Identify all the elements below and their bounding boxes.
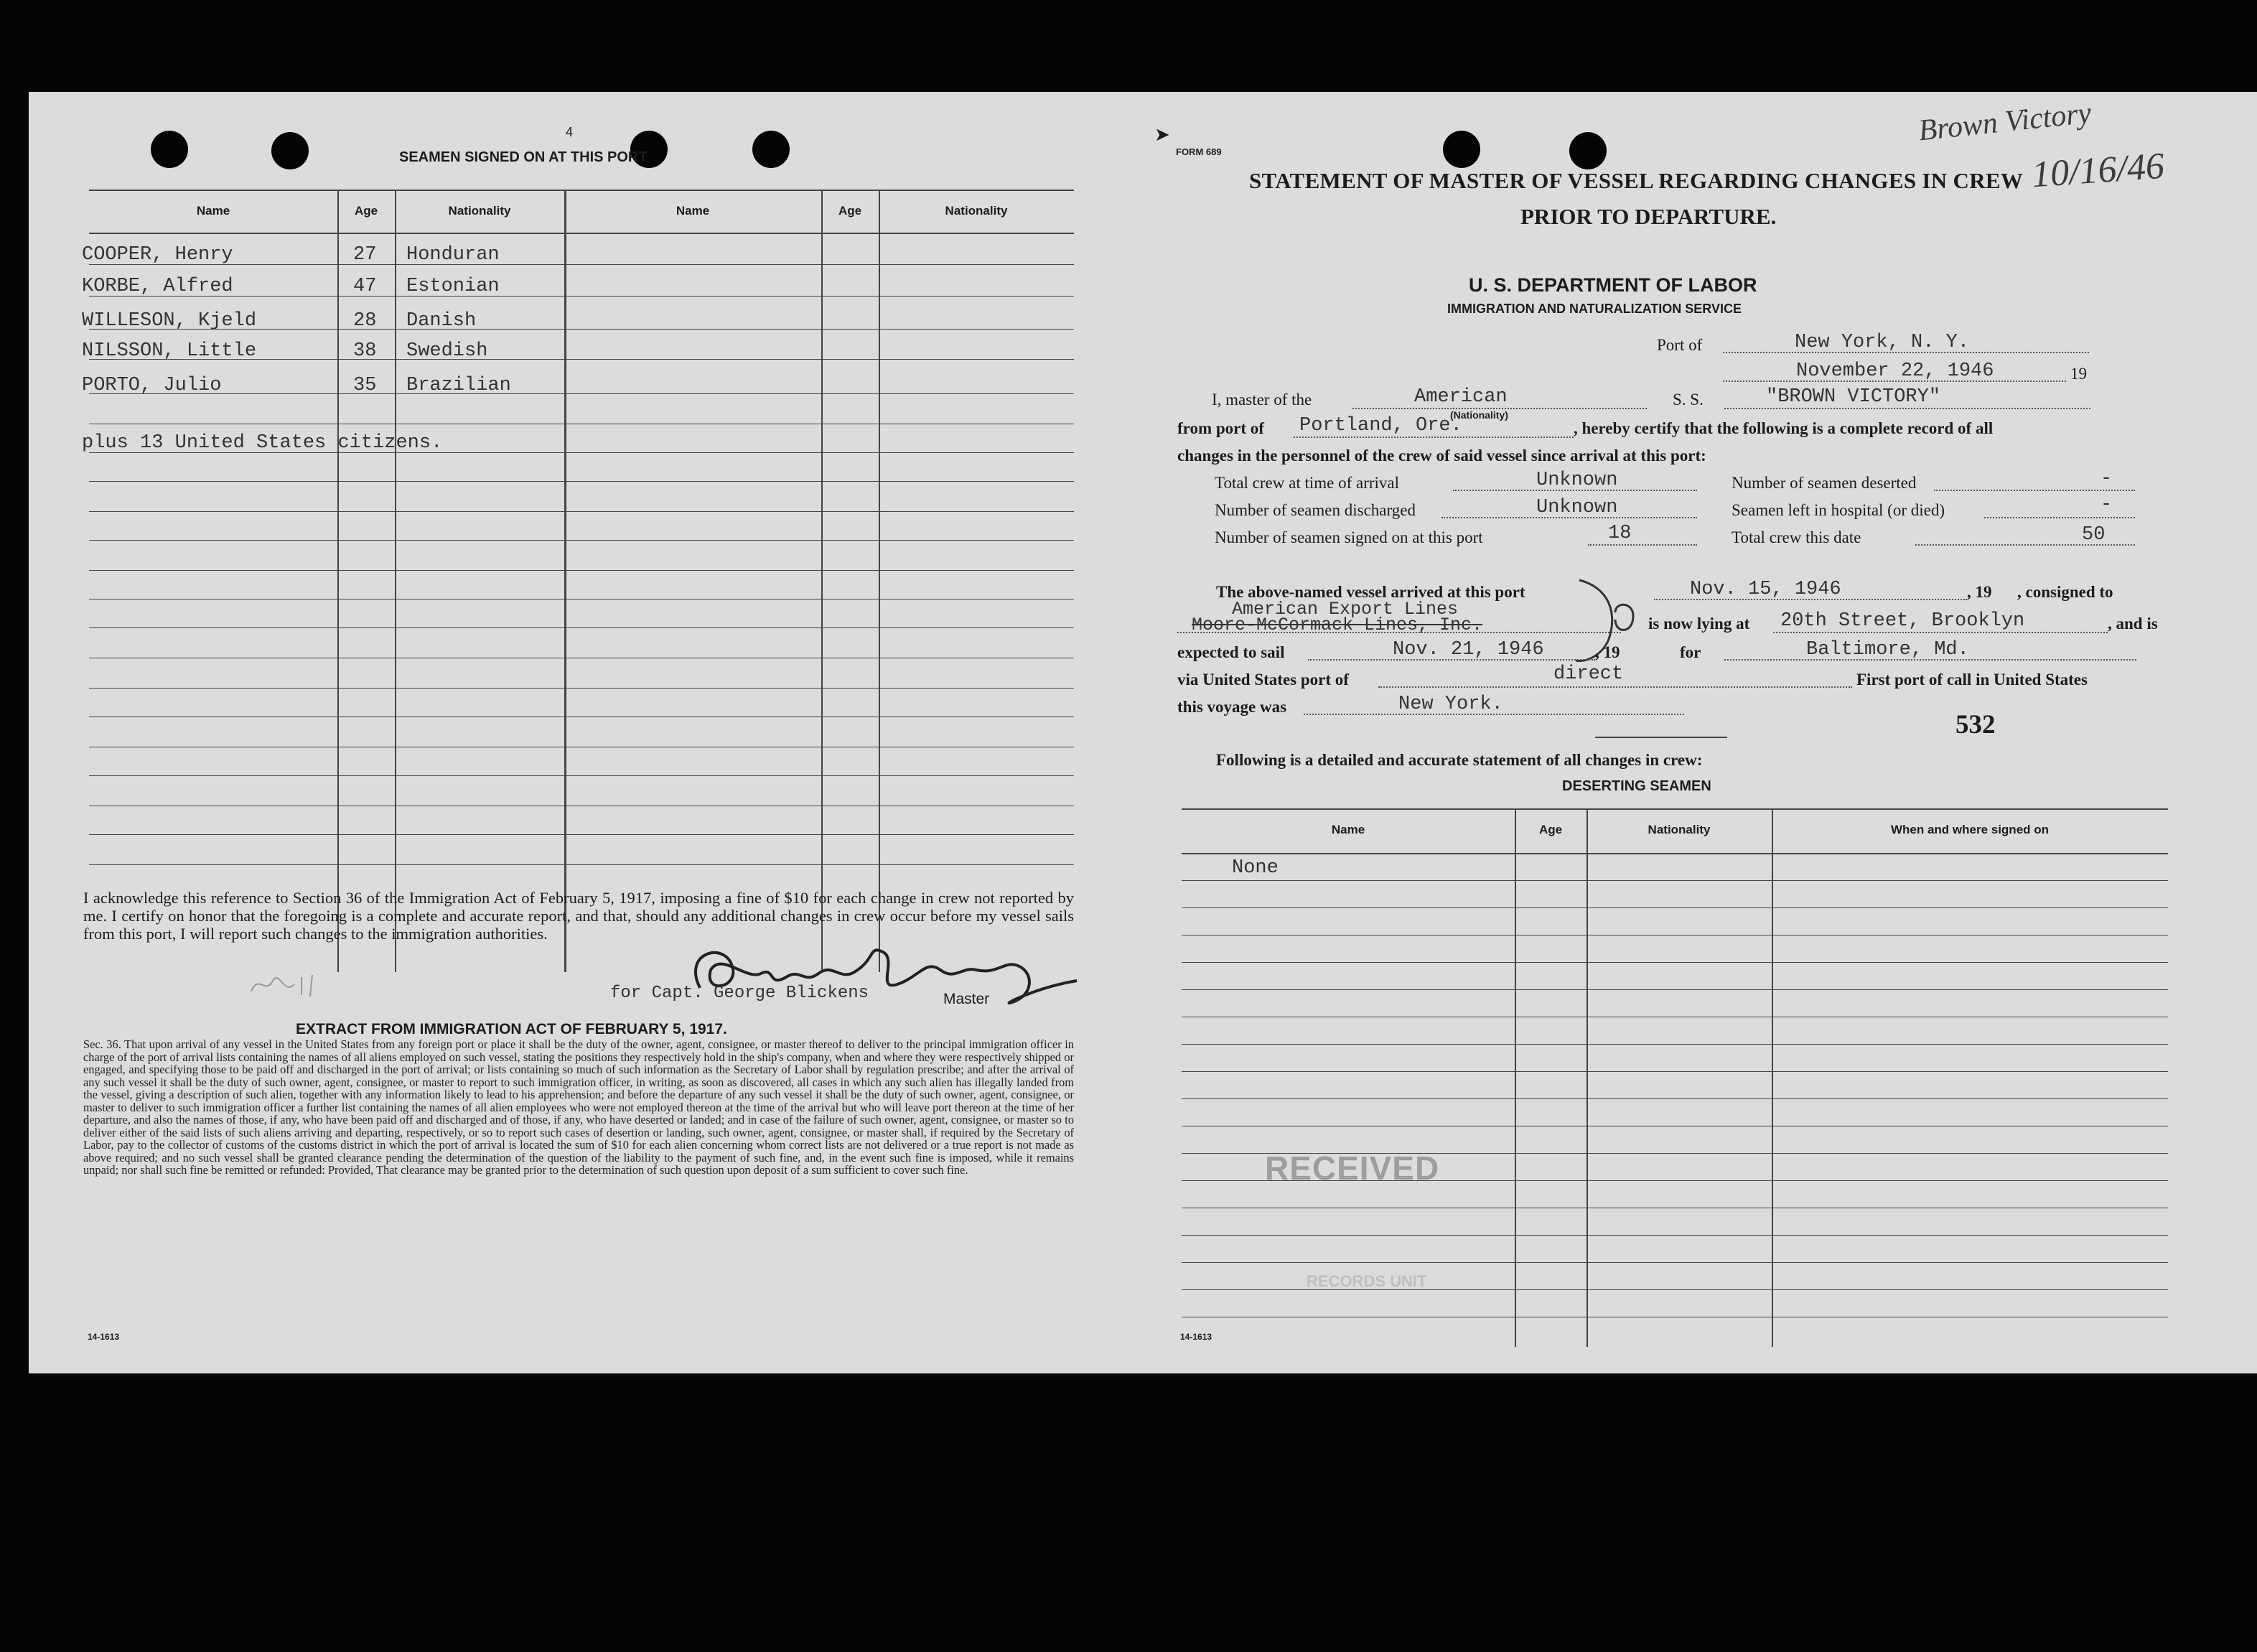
hospital-label: Seamen left in hospital (or died)	[1732, 501, 1945, 519]
table-column-divider	[879, 190, 880, 972]
table-row-line	[89, 570, 1074, 571]
master-signature	[660, 938, 1106, 1017]
table-top-border	[89, 190, 1074, 191]
from-port-line	[1294, 437, 1574, 438]
column-header-age: Age	[838, 204, 862, 218]
for-value: Baltimore, Md.	[1806, 639, 1969, 661]
deserting-header-name: Name	[1331, 823, 1365, 836]
hospital-line	[1984, 517, 2135, 518]
table-row-line	[89, 296, 1074, 297]
via-line	[1378, 686, 1852, 688]
ss-label: S. S.	[1673, 391, 1704, 409]
expected-value: Nov. 21, 1946	[1393, 639, 1544, 661]
table-row-line	[89, 688, 1074, 689]
deserting-column-divider	[1772, 808, 1773, 1347]
lying-value: 20th Street, Brooklyn	[1780, 610, 2025, 632]
table-row-line	[89, 834, 1074, 835]
seaman-name: KORBE, Alfred	[82, 276, 233, 297]
hospital-value: -	[2101, 494, 2113, 515]
total-crew-arrival-value: Unknown	[1536, 470, 1618, 491]
deserted-value: -	[2101, 468, 2113, 490]
master-label: I, master of the	[1212, 391, 1312, 409]
punch-hole	[752, 131, 790, 168]
port-label: Port of	[1657, 336, 1703, 354]
deserting-row-line	[1182, 1071, 2168, 1072]
table-column-divider	[337, 190, 339, 972]
deserting-column-divider	[1587, 808, 1588, 1347]
number-underline	[1595, 737, 1727, 738]
table-row-line	[89, 481, 1074, 482]
seaman-age: 35	[353, 375, 377, 396]
signed-on-value: 18	[1608, 523, 1632, 544]
form-code-right: 14-1613	[1180, 1332, 1212, 1342]
initials-mark	[244, 966, 330, 1002]
certify-text: , hereby certify that the following is a complete record of all	[1574, 419, 1994, 437]
signature-for-text: for Capt. George Blickens	[610, 984, 869, 1003]
expected-label: expected to sail	[1177, 643, 1285, 661]
nationality-caption: (Nationality)	[1450, 409, 1508, 421]
deserting-row-line	[1182, 1262, 2168, 1263]
column-header-name: Name	[676, 204, 710, 218]
total-crew-date-value: 50	[2082, 524, 2106, 546]
column-header-nationality: Nationality	[448, 204, 511, 218]
page-number: 4	[566, 125, 574, 139]
seaman-nationality: Honduran	[406, 244, 500, 266]
deserting-row-line	[1182, 962, 2168, 963]
service-name: IMMIGRATION AND NATURALIZATION SERVICE	[1447, 302, 1742, 316]
seaman-name: COOPER, Henry	[82, 244, 233, 266]
handwritten-vessel-note: Brown Victory	[1917, 96, 2093, 148]
from-port-label: from port of	[1177, 419, 1264, 437]
and-is-text: , and is	[2108, 615, 2158, 633]
table-row-line	[89, 775, 1074, 776]
column-header-age: Age	[354, 204, 378, 218]
seaman-age: 38	[353, 340, 377, 362]
deserting-row-line	[1182, 1044, 2168, 1045]
acknowledgement-text: I acknowledge this reference to Section 36 of the Immigration Act of February 5, 1917, imposing a fine of $10 for each change in crew not reported by me. I certify on honor that the foregoing is a complete and accurate report, and that, should any additional changes in crew occur before my vessel sails from this port, I will report such changes to the immigration authorities.	[83, 889, 1074, 943]
voyage-value: New York.	[1398, 694, 1503, 715]
punch-hole	[1443, 131, 1480, 168]
signed-on-label: Number of seamen signed on at this port	[1215, 528, 1483, 546]
received-stamp: RECEIVED	[1265, 1149, 1440, 1187]
deserting-table-top	[1182, 808, 2168, 810]
deserting-header-divider	[1182, 853, 2168, 854]
nationality-value: American	[1414, 386, 1508, 408]
vessel-line	[1724, 408, 2090, 409]
column-header-nationality: Nationality	[945, 204, 1008, 218]
for-label: for	[1680, 643, 1701, 661]
document-number: 532	[1955, 710, 1996, 739]
deserting-entry: None	[1232, 857, 1279, 879]
form-code-left: 14-1613	[88, 1332, 120, 1342]
seaman-age: 27	[353, 244, 377, 266]
table-row-line	[89, 264, 1074, 265]
arrived-label: The above-named vessel arrived at this port	[1216, 583, 1525, 601]
deserting-title: DESERTING SEAMEN	[1562, 778, 1711, 794]
table-column-divider	[395, 190, 396, 972]
punch-hole	[151, 131, 188, 168]
form-title-line1: STATEMENT OF MASTER OF VESSEL REGARDING CHANGES IN CREW	[1249, 168, 2024, 193]
seaman-nationality: Estonian	[406, 276, 500, 297]
lying-label: is now lying at	[1648, 615, 1750, 633]
form-mark: ➤	[1154, 123, 1170, 145]
seaman-name: WILLESON, Kjeld	[82, 310, 257, 332]
discharged-label: Number of seamen discharged	[1215, 501, 1416, 519]
date-suffix: 19	[2070, 365, 2087, 383]
table-row-line	[89, 540, 1074, 541]
from-port-value: Portland, Ore.	[1299, 415, 1462, 437]
deserting-header-age: Age	[1538, 823, 1563, 836]
handwritten-date-note: 10/16/46	[2030, 145, 2166, 196]
seaman-age: 47	[353, 276, 377, 297]
document-sheet	[29, 92, 2257, 1373]
deserting-column-divider	[1515, 808, 1516, 1347]
seaman-nationality: Danish	[406, 310, 477, 332]
arrived-suffix: , 19	[1967, 583, 1992, 601]
table-row-line	[89, 511, 1074, 512]
lying-line	[1773, 632, 2108, 633]
table-column-divider	[821, 190, 823, 972]
deserting-row-line	[1182, 989, 2168, 990]
seaman-nationality: Brazilian	[406, 375, 511, 396]
department-name: U. S. DEPARTMENT OF LABOR	[1469, 274, 1757, 296]
deserted-label: Number of seamen deserted	[1732, 474, 1917, 492]
column-header-name: Name	[196, 204, 230, 218]
signed-on-line	[1588, 544, 1697, 546]
header-divider	[89, 233, 1074, 234]
table-row-line	[89, 864, 1074, 865]
deserting-row-line	[1182, 880, 2168, 881]
consignee-new: American Export Lines	[1232, 599, 1459, 620]
table-center-divider	[564, 190, 566, 972]
deserted-line	[1934, 490, 2135, 491]
deserting-header-signed-on: When and where signed on	[1890, 823, 2050, 836]
total-crew-arrival-label: Total crew at time of arrival	[1215, 474, 1400, 492]
total-crew-date-label: Total crew this date	[1732, 528, 1861, 546]
table-row-line	[89, 627, 1074, 628]
plus-citizens-note: plus 13 United States citizens.	[82, 432, 443, 454]
table-row-line	[89, 393, 1074, 394]
extract-text: Sec. 36. That upon arrival of any vessel in the United States from any foreign port or place it shall be the duty of the owner, agent, consignee, or master thereof to deliver to the principal immigration officer in charge of the port of arrival lists containing the names of all aliens employed on such vessel, stating the positions they respectively hold in the ship's company, when and where they were respectively shipped or engaged, and specifying those to be paid off and discharged in the port of arrival; or lists containing so much of such information as the Secretary of Labor shall by regulation prescribe; and after the arrival of any such vessel it shall be the duty of such owner, agent, consignee, or master to report to such immigration officer, in writing, as soon as discovered, all cases in which any such alien has illegally landed from the vessel, giving a description of such alien, together with any information likely to lead to his apprehension; and before the departure of any such vessel it shall be the duty of such owner, agent, consignee, or master to deliver to such immigration officer a further list containing the names of all alien employees who were not employed thereon at the time of the arrival but who will leave port thereon at the time of her departure, and also the names of those, if any, who have been paid off and discharged and of those, if any, who have deserted or landed; and in case of the failure of such owner, agent, consignee, or master so to deliver either of the said lists of such aliens arriving and departing, respectively, or so to report such cases of desertion or landing, such owner, agent, consignee, or master shall, if required by the Secretary of Labor, pay to the collector of customs of the customs district in which the port of arrival is located the sum of $10 for each alien concerning whom correct lists are not delivered or a true report is not made as above required; and no such vessel shall be granted clearance pending the determination of the question of the liability to the payment of such fine, and, in the event such fine is imposed, while it remains unpaid; nor shall such fine be remitted or refunded: Provided, That clearance may be granted prior to the determination of such question upon deposit of a sum sufficient to cover such fine.	[83, 1037, 1074, 1177]
via-label: via United States port of	[1177, 671, 1349, 689]
deserting-row-line	[1182, 907, 2168, 908]
following-text: Following is a detailed and accurate statement of all changes in crew:	[1216, 751, 1703, 769]
seaman-name: PORTO, Julio	[82, 375, 222, 396]
vessel-name: "BROWN VICTORY"	[1766, 386, 1941, 408]
port-value: New York, N. Y.	[1795, 332, 1970, 353]
seaman-age: 28	[353, 310, 377, 332]
consignee-old: Moore-McCormack Lines, Inc.	[1192, 615, 1483, 635]
form-number: FORM 689	[1176, 146, 1222, 157]
deserting-row-line	[1182, 1098, 2168, 1099]
extract-title: EXTRACT FROM IMMIGRATION ACT OF FEBRUARY 5, 1917.	[296, 1021, 727, 1037]
via-value: direct	[1553, 663, 1624, 685]
records-unit-stamp: RECORDS UNIT	[1307, 1272, 1427, 1290]
arrived-value: Nov. 15, 1946	[1690, 579, 1841, 600]
seaman-nationality: Swedish	[406, 340, 488, 362]
consignee-line	[1177, 632, 1621, 633]
seaman-name: NILSSON, Little	[82, 340, 257, 362]
punch-hole	[1569, 132, 1607, 169]
section-title: SEAMEN SIGNED ON AT THIS PORT	[399, 149, 648, 165]
signature-role: Master	[943, 991, 990, 1007]
first-port-label: First port of call in United States	[1856, 671, 2088, 689]
form-title-line2: PRIOR TO DEPARTURE.	[1520, 204, 1777, 229]
deserting-row-line	[1182, 1235, 2168, 1236]
deserting-header-nationality: Nationality	[1648, 823, 1711, 836]
voyage-label: this voyage was	[1177, 698, 1287, 716]
expected-suffix: , 19	[1595, 643, 1620, 661]
consigned-label: , consigned to	[2017, 583, 2113, 601]
date-value: November 22, 1946	[1796, 360, 1994, 382]
punch-hole	[271, 132, 309, 169]
discharged-value: Unknown	[1536, 497, 1618, 518]
certify-text-2: changes in the personnel of the crew of said vessel since arrival at this port:	[1177, 447, 1706, 465]
